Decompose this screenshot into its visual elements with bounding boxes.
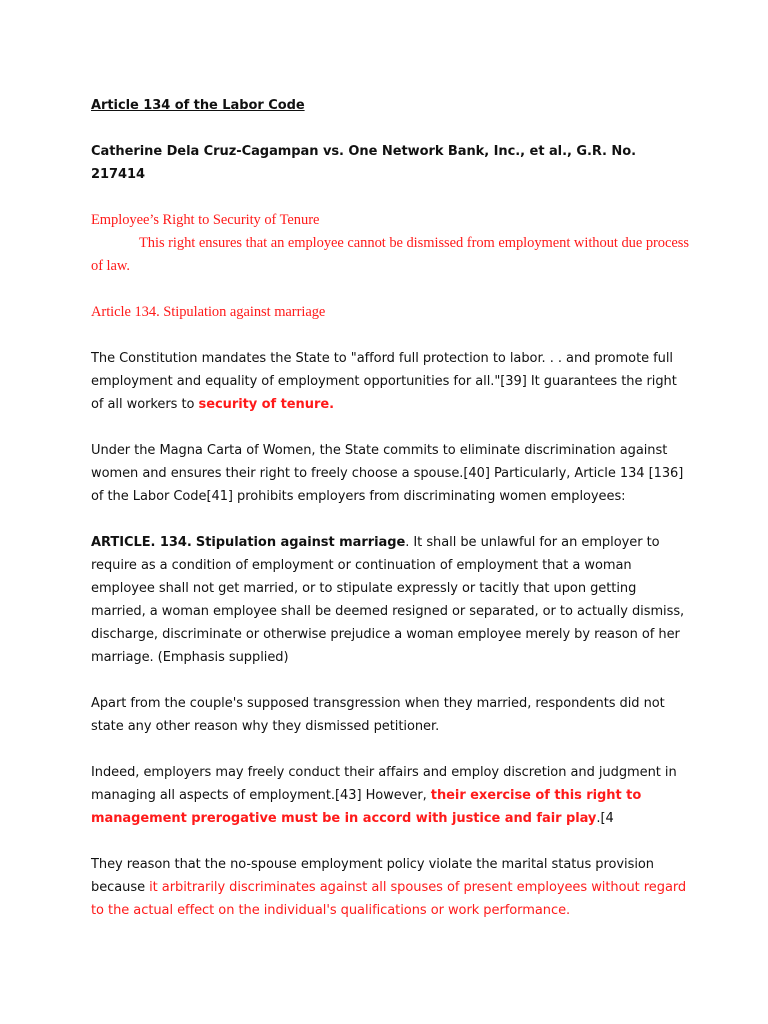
paragraph-constitution-highlight: security of tenure. xyxy=(198,397,334,412)
right-heading: Employee’s Right to Security of Tenure xyxy=(91,212,320,228)
paragraph-prerogative xyxy=(91,761,691,830)
article-label: ARTICLE. 134. xyxy=(91,535,192,550)
paragraph-no-spouse-highlight: it arbitrarily discriminates against all spouses of present employees without regard to the actual effect on the individual's qualifications or work performance. xyxy=(91,880,687,918)
paragraph-prerogative-text: Indeed, employers may freely conduct their affairs and employ discretion and judgment in managing all aspects of employment.[43] However, xyxy=(91,765,677,803)
paragraph-no-spouse-text: They reason that the no-spouse employment policy violate the marital status provision because xyxy=(91,857,654,895)
article-heading: Article 134. Stipulation against marriage xyxy=(91,304,326,320)
right-definition xyxy=(91,232,691,278)
right-definition-text: This right ensures that an employee cannot be dismissed from employment without due process of law. xyxy=(91,235,689,274)
case-title: Catherine Dela Cruz-Cagampan vs. One Network Bank, Inc., et al., G.R. No. 217414 xyxy=(91,144,637,182)
paragraph-prerogative-highlight: their exercise of this right to management prerogative must be in accord with justice and fair play xyxy=(91,788,642,826)
paragraph-transgression: Apart from the couple's supposed transgression when they married, respondents did not state any other reason why they dismissed petitioner. xyxy=(91,696,665,734)
paragraph-magna-carta: Under the Magna Carta of Women, the State commits to eliminate discrimination against women and ensures their right to freely choose a spouse.[40] Particularly, Article 134 [136] of the Labor Code[41] prohibits employers from discriminating women employees: xyxy=(91,443,684,504)
article-bold-title: Stipulation against marriage xyxy=(195,535,406,550)
paragraph-article-134 xyxy=(91,531,691,669)
paragraph-prerogative-tail: .[4 xyxy=(596,811,614,826)
document-body xyxy=(91,94,691,945)
document-title: Article 134 of the Labor Code xyxy=(91,98,305,113)
paragraph-no-spouse xyxy=(91,853,691,922)
article-text: . It shall be unlawful for an employer to require as a condition of employment or continuation of employment that a woman employee shall not get married, or to stipulate expressly or tacitly that upon getting married, a woman employee shall be deemed resigned or separated, or to actually dismiss, discharge, discriminate or otherwise prejudice a woman employee merely by reason of her marriage. (Emphasis supplied) xyxy=(91,535,685,665)
paragraph-constitution xyxy=(91,347,691,416)
paragraph-constitution-text: The Constitution mandates the State to "afford full protection to labor. . . and promote full employment and equality of employment opportunities for all."[39] It guarantees the right of all workers to xyxy=(91,351,677,412)
